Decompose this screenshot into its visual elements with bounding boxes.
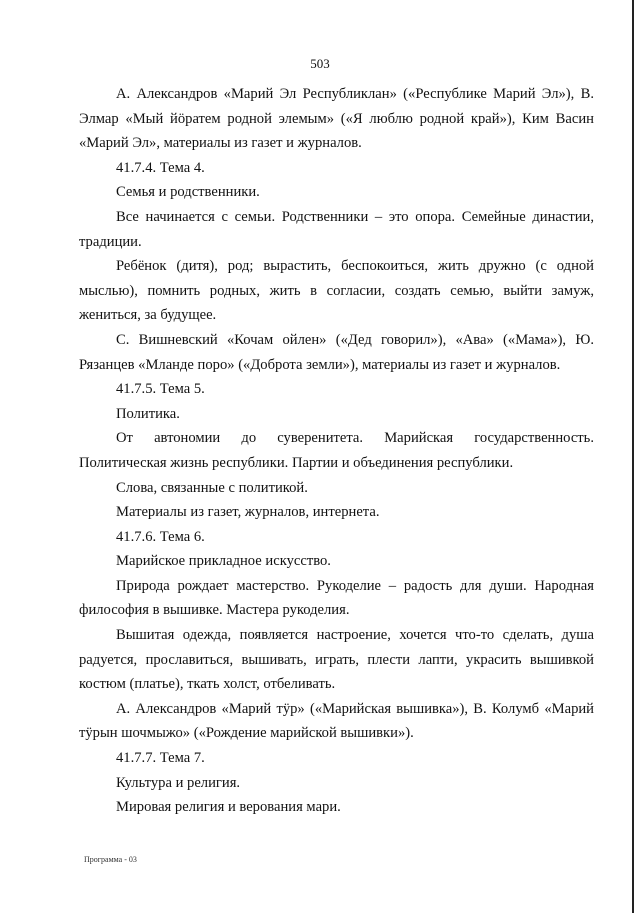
paragraph-religion-intro: Мировая религия и верования мари.	[116, 799, 341, 816]
section-heading-6: 41.7.6. Тема 6.	[116, 528, 205, 545]
paragraph-art-intro: Природа рождает мастерство. Рукоделие – радость для души. Народная философия в вышивке. Мастера рукоделия.	[79, 577, 594, 619]
topic-title-applied-art: Марийское прикладное искусство.	[116, 553, 331, 570]
paragraph-family-literature: С. Вишневский «Кочам ойлен» («Дед говорил»), «Ава» («Мама»), Ю. Рязанцев «Мланде поро» («Доброта земли»), материалы из газет и журналов.	[79, 331, 594, 373]
topic-title-culture-religion: Культура и религия.	[116, 774, 241, 791]
topic-title-politics: Политика.	[116, 405, 180, 422]
section-heading-4: 41.7.4. Тема 4.	[116, 159, 205, 176]
paragraph-politics-vocabulary: Слова, связанные с политикой.	[116, 479, 308, 496]
paragraph-literature-marii-el: А. Александров «Марий Эл Республиклан» («Республике Марий Эл»), В. Элмар «Мый йöратем родной элемым» («Я люблю родной край»), Ким Васин «Марий Эл», материалы из газет и журналов.	[79, 86, 594, 152]
page-number: 503	[310, 56, 330, 71]
paragraph-politics-materials: Материалы из газет, журналов, интернета.	[116, 504, 380, 521]
paragraph-art-literature: А. Александров «Марий тӱр» («Марийская вышивка»), В. Колумб «Марий тӱрын шочмыжо» («Рождение марийской вышивки»).	[79, 700, 594, 742]
body-text	[79, 82, 594, 820]
topic-title-family: Семья и родственники.	[116, 184, 260, 201]
paragraph-art-vocabulary: Вышитая одежда, появляется настроение, хочется что-то сделать, душа радуется, прославиться, вышивать, играть, плести лапти, украсить вышивкой костюм (платье), ткать холст, отбеливать.	[79, 627, 594, 693]
paragraph-family-intro: Все начинается с семьи. Родственники – это опора. Семейные династии, традиции.	[79, 208, 594, 250]
scan-edge-line	[632, 0, 634, 913]
section-heading-5: 41.7.5. Тема 5.	[116, 381, 205, 398]
paragraph-family-vocabulary: Ребёнок (дитя), род; вырастить, беспокоиться, жить дружно (с одной мыслью), помнить родных, жить в согласии, создать семью, выйти замуж, жениться, за будущее.	[79, 258, 594, 324]
section-heading-7: 41.7.7. Тема 7.	[116, 750, 205, 767]
paragraph-politics-intro: От автономии до суверенитета. Марийская государственность. Политическая жизнь республики. Партии и объединения республики.	[79, 430, 594, 471]
footer-program-label: Программа - 03	[84, 855, 137, 864]
